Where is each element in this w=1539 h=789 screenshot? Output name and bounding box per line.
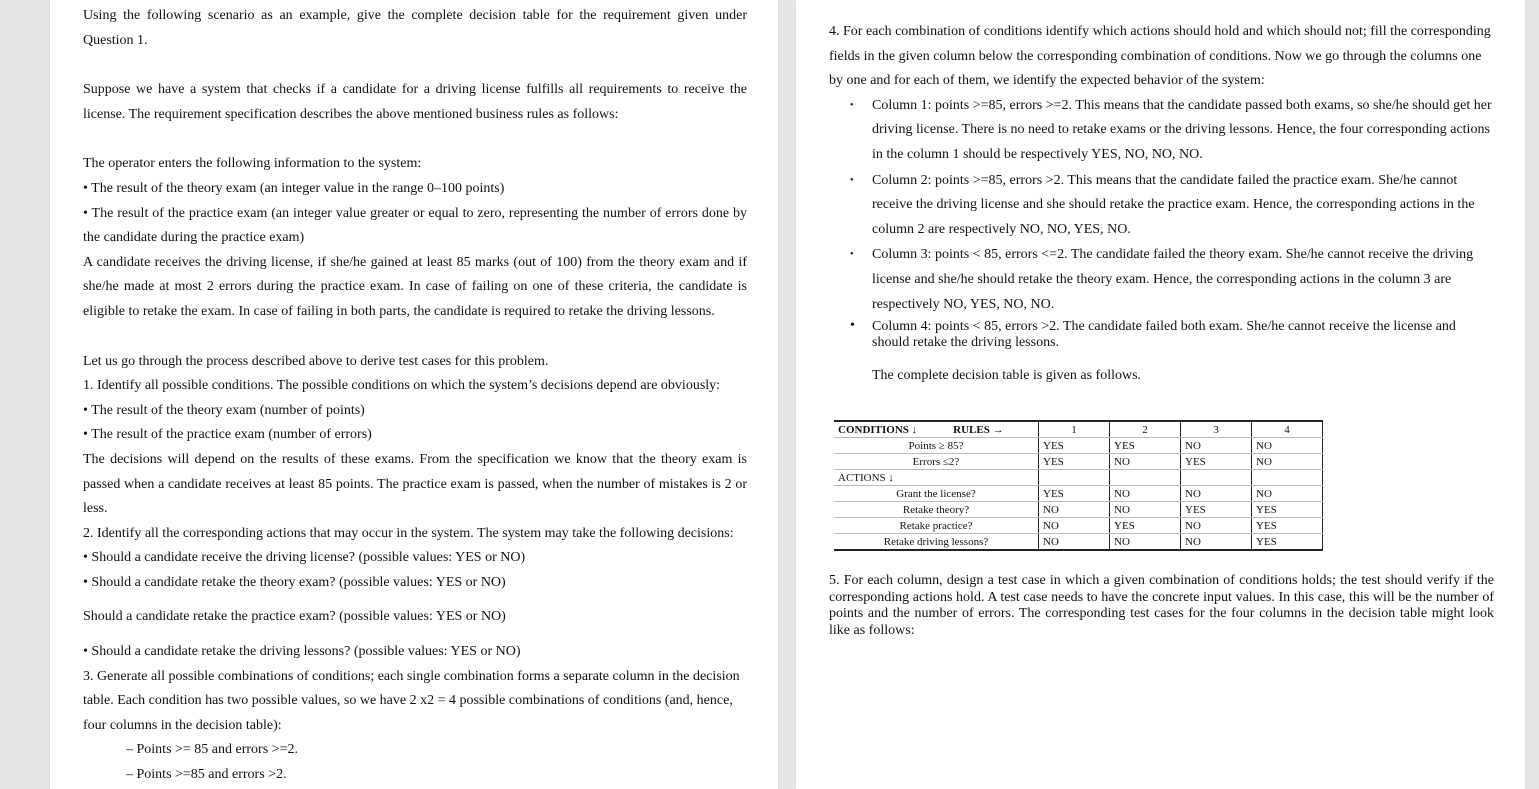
info-item-theory: • The result of the theory exam (an integer value in the range 0–100 points) (83, 180, 505, 196)
table-cell: YES (1181, 502, 1252, 518)
rule-number: 3 (1181, 421, 1252, 438)
table-cell: YES (1039, 454, 1110, 470)
table-intro: The complete decision table is given as follows. (872, 368, 1142, 384)
table-cell: YES (1252, 502, 1323, 518)
step-4: 4. For each combination of conditions identify which actions should hold and which should not; fill the corresponding fields in the given column below the corresponding combination of conditions. Now we go through the columns one by one and for each of them, we identify the expected behavior of the system: (829, 24, 1491, 89)
rule-number: 4 (1252, 421, 1323, 438)
scenario-paragraph: Suppose we have a system that checks if a candidate for a driving license fulfills all requirements to receive the license. The requirement specification describes the above mentioned business rules as follows: (83, 82, 747, 122)
column-explanations (829, 94, 1494, 351)
step-3: 3. Generate all possible combinations of conditions; each single combination forms a separate column in the decision table. Each condition has two possible values, so we have 2 x2 = 4 possible combinations of conditions (and, hence, four columns in the decision table): (83, 668, 740, 733)
table-cell: NO (1252, 486, 1323, 502)
action-item-practice: Should a candidate retake the practice exam? (possible values: YES or NO) (83, 609, 506, 625)
condition-label: Errors ≤2? (834, 454, 1039, 470)
table-cell (1252, 470, 1323, 486)
step-5-block (829, 573, 1494, 639)
column-1-explanation: • Column 1: points >=85, errors >=2. This means that the candidate passed both exams, so she/he should get her driving license. There is no need to retake exams or the driving lessons. Hence, the four corresponding actions in the column 1 should be respectively YES, NO, NO, NO. (872, 94, 1494, 168)
table-cell: NO (1110, 534, 1181, 551)
table-cell: YES (1039, 438, 1110, 454)
actions-header: ACTIONS ↓ (834, 470, 1039, 486)
table-row (834, 518, 1323, 534)
action-item-license: • Should a candidate receive the driving license? (possible values: YES or NO) (83, 550, 526, 566)
bullet-icon: • (850, 99, 854, 111)
bullet-icon: • (850, 249, 854, 261)
bullet-icon: • (850, 318, 855, 334)
table-row (834, 486, 1323, 502)
column-2-explanation: • Column 2: points >=85, errors >2. This means that the candidate failed the practice exam. She/he cannot receive the driving license and she should retake the practice exam. Hence, the corresponding actions in the column 2 are respectively NO, NO, YES, NO. (872, 169, 1494, 243)
combo-item-1: – Points >= 85 and errors >=2. (126, 742, 298, 758)
table-cell (1039, 470, 1110, 486)
table-cell: NO (1039, 502, 1110, 518)
condition-label: Points ≥ 85? (834, 438, 1039, 454)
table-cell: NO (1039, 534, 1110, 551)
bullet-icon: • (850, 174, 854, 186)
table-cell: YES (1110, 438, 1181, 454)
table-cell (1110, 470, 1181, 486)
rule-number: 2 (1110, 421, 1181, 438)
table-row (834, 502, 1323, 518)
decision-table (834, 420, 1323, 551)
action-label: Retake driving lessons? (834, 534, 1039, 551)
step-5: 5. For each column, design a test case in which a given combination of conditions holds; the test should verify if the corresponding actions hold. A test case needs to have the concrete input values. In this case, this will be the number of points and the number of errors. The corresponding test cases for the four columns in the decision table might look like as follows: (829, 573, 1494, 638)
table-cell: NO (1181, 438, 1252, 454)
table-cell: NO (1110, 486, 1181, 502)
action-item-theory: • Should a candidate retake the theory exam? (possible values: YES or NO) (83, 574, 506, 590)
condition-item-theory: • The result of the theory exam (number of points) (83, 402, 365, 418)
table-cell: YES (1181, 454, 1252, 470)
table-cell: NO (1110, 454, 1181, 470)
action-label: Grant the license? (834, 486, 1039, 502)
conditions-header: CONDITIONS ↓ (838, 423, 918, 436)
table-cell (1181, 470, 1252, 486)
table-cell: NO (1110, 502, 1181, 518)
table-cell: YES (1039, 486, 1110, 502)
table-cell: YES (1110, 518, 1181, 534)
table-row (834, 534, 1323, 551)
intro-paragraph: Using the following scenario as an example, give the complete decision table for the requirement given under Question 1. (83, 8, 747, 48)
info-item-practice: • The result of the practice exam (an integer value greater or equal to zero, representing the number of errors done by the candidate during the practice exam) (83, 205, 747, 246)
step-2: 2. Identify all the corresponding actions that may occur in the system. The system may take the following decisions: (83, 525, 734, 541)
rules-paragraph: A candidate receives the driving license, if she/he gained at least 85 marks (out of 100) from the theory exam and if she/he made at most 2 errors during the practice exam. In case of failing on one of these criteria, the candidate is eligible to retake the exam. In case of failing in both parts, the candidate is required to retake the driving lessons. (83, 254, 747, 319)
table-cell: NO (1181, 534, 1252, 551)
column-4-explanation: • Column 4: points < 85, errors >2. The candidate failed both exam. She/he cannot receive the license and should retake the driving lessons. (850, 318, 1456, 351)
table-cell: NO (1039, 518, 1110, 534)
condition-item-practice: • The result of the practice exam (number of errors) (83, 427, 372, 443)
decisions-paragraph: The decisions will depend on the results of these exams. From the specification we know that the theory exam is passed when a candidate receives at least 85 points. The practice exam is passed, when the number of mistakes is 2 or less. (83, 451, 747, 517)
rule-number: 1 (1039, 421, 1110, 438)
table-cell: YES (1252, 518, 1323, 534)
table-cell: YES (1252, 534, 1323, 551)
operator-intro: The operator enters the following information to the system: (83, 156, 422, 172)
document-page-right (796, 0, 1525, 789)
action-label: Retake theory? (834, 502, 1039, 518)
column-3-explanation: • Column 3: points < 85, errors <=2. The candidate failed the theory exam. She/he cannot receive the driving license and she/he should retake the theory exam. Hence, the corresponding actions in the column 3 are respectively NO, YES, NO, NO. (872, 243, 1494, 317)
step-1: 1. Identify all possible conditions. The possible conditions on which the system’s decisions depend are obviously: (83, 378, 721, 394)
action-item-lessons: • Should a candidate retake the driving lessons? (possible values: YES or NO) (83, 644, 521, 660)
table-cell: NO (1252, 454, 1323, 470)
actions-header-row (834, 470, 1323, 486)
combo-item-2: – Points >=85 and errors >2. (126, 767, 287, 783)
document-page-left (50, 0, 778, 789)
table-cell: NO (1252, 438, 1323, 454)
table-header-row (834, 421, 1323, 438)
table-row (834, 454, 1323, 470)
table-row (834, 438, 1323, 454)
left-page-text (83, 4, 747, 788)
rules-header: RULES → (953, 423, 1004, 436)
action-label: Retake practice? (834, 518, 1039, 534)
table-cell: NO (1181, 518, 1252, 534)
table-header-cell (834, 421, 1039, 438)
process-intro: Let us go through the process described above to derive test cases for this problem. (83, 353, 549, 369)
table-cell: NO (1181, 486, 1252, 502)
right-page-text (829, 20, 1494, 384)
